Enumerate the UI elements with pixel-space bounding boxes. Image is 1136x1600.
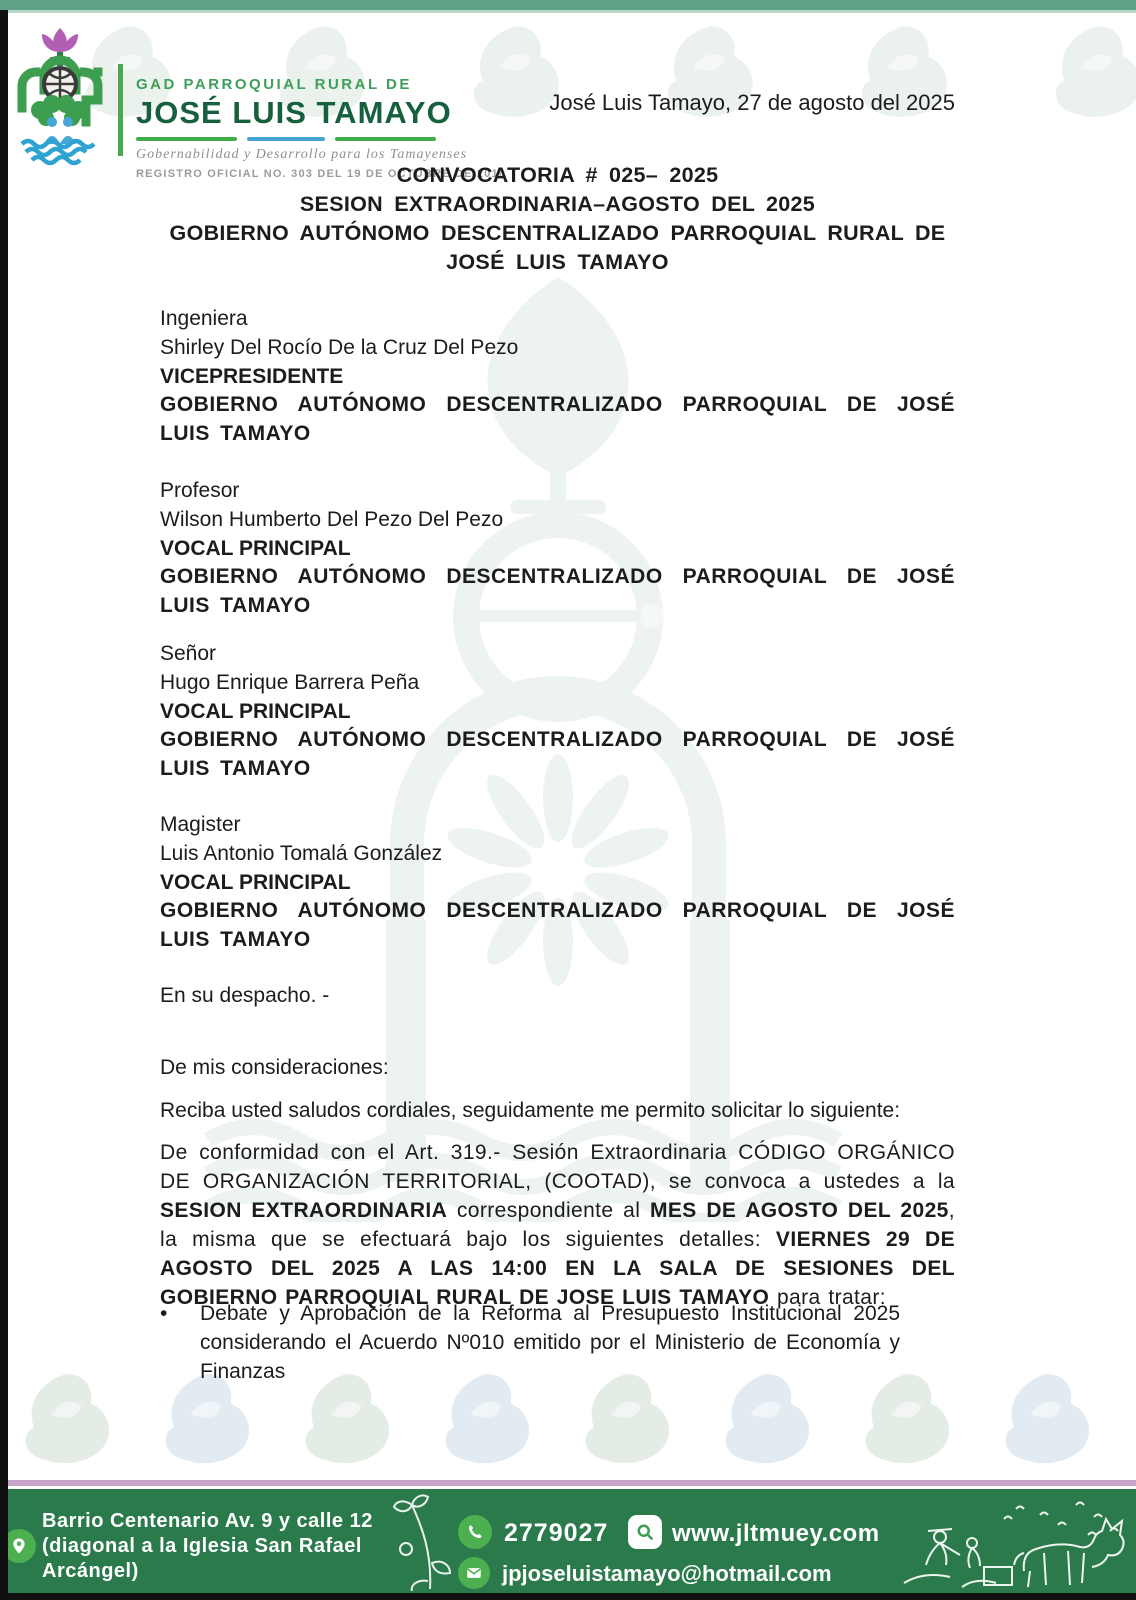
recipient-block bbox=[160, 811, 955, 955]
title-line-1: CONVOCATORIA # 025– 2025 bbox=[396, 163, 719, 187]
paragraph-text: para tratar: bbox=[769, 1285, 886, 1309]
recipient-block bbox=[160, 305, 955, 449]
date-line: José Luis Tamayo, 27 de agosto del 2025 bbox=[549, 90, 955, 115]
donkey-art bbox=[844, 1491, 1134, 1591]
paragraph-text: De conformidad con el Art. 319.- Sesión Extraordinaria bbox=[160, 1141, 739, 1164]
paragraph-text: , la misma que se efectuará bajo los siguientes detalles: bbox=[160, 1198, 955, 1251]
recipient-org: GOBIERNO AUTÓNOMO DESCENTRALIZADO PARROQUIAL DE JOSÉ LUIS TAMAYO bbox=[160, 393, 955, 446]
title-line-3: GOBIERNO AUTÓNOMO DESCENTRALIZADO PARROQUIAL RURAL DE JOSÉ LUIS TAMAYO bbox=[169, 221, 946, 274]
footer-phone: 2779027 bbox=[504, 1519, 609, 1547]
recipient-role: VOCAL PRINCIPAL bbox=[160, 699, 351, 723]
recipient-block bbox=[160, 640, 955, 784]
footer bbox=[0, 1489, 1136, 1593]
recipient-org: GOBIERNO AUTÓNOMO DESCENTRALIZADO PARROQUIAL DE JOSÉ LUIS TAMAYO bbox=[160, 899, 955, 952]
paragraph-text: CÓDIGO ORGÁNICO DE ORGANIZACIÓN TERRITORIAL, (COOTAD) bbox=[160, 1141, 955, 1193]
bullet-icon: • bbox=[160, 1302, 168, 1325]
paragraph-text: , se convoca a ustedes a la bbox=[649, 1169, 955, 1193]
phone-icon bbox=[458, 1515, 492, 1549]
recipient-org: GOBIERNO AUTÓNOMO DESCENTRALIZADO PARROQUIAL DE JOSÉ LUIS TAMAYO bbox=[160, 565, 955, 618]
agenda-item bbox=[160, 1300, 955, 1387]
footer-accent-line bbox=[0, 1480, 1136, 1486]
recipient-title: Señor bbox=[160, 642, 217, 665]
recipient-name: Shirley Del Rocío De la Cruz Del Pezo bbox=[160, 335, 519, 359]
recipient-name: Hugo Enrique Barrera Peña bbox=[160, 670, 420, 694]
org-type-label: GAD PARROQUIAL RURAL DE bbox=[136, 76, 412, 93]
recipient-role: VOCAL PRINCIPAL bbox=[160, 870, 351, 894]
recipient-name: Wilson Humberto Del Pezo Del Pezo bbox=[160, 507, 504, 531]
recipient-block bbox=[160, 477, 955, 621]
convocation-paragraph bbox=[160, 1139, 955, 1312]
despacho-line: En su despacho. - bbox=[160, 984, 330, 1007]
letterhead-divider bbox=[118, 64, 123, 156]
paragraph-text-bold: VIERNES 29 DE AGOSTO DEL 2025 A LAS 14:00 EN LA SALA DE SESIONES DEL GOBIERNO PARROQUIAL RURAL DE JOSE LUIS TAMAYO bbox=[160, 1227, 956, 1309]
recipient-title: Magister bbox=[160, 813, 241, 836]
paragraph-text-bold: MES DE AGOSTO DEL 2025 bbox=[649, 1198, 949, 1222]
org-name: JOSÉ LUIS TAMAYO bbox=[136, 95, 452, 130]
letterhead-rule bbox=[136, 137, 436, 141]
recipient-title: Profesor bbox=[160, 479, 240, 502]
saludo-line: Reciba usted saludos cordiales, seguidamente me permito solicitar lo siguiente: bbox=[160, 1099, 901, 1122]
scan-edge-bottom bbox=[0, 1593, 1136, 1600]
org-tagline: Gobernabilidad y Desarrollo para los Tamayenses bbox=[136, 147, 468, 162]
footer-website: www.jltmuey.com bbox=[672, 1520, 880, 1547]
consideraciones-line: De mis consideraciones: bbox=[160, 1056, 389, 1079]
scan-edge-left bbox=[0, 10, 8, 1600]
search-icon bbox=[628, 1515, 662, 1549]
recipient-role: VOCAL PRINCIPAL bbox=[160, 536, 351, 560]
footer-address: Barrio Centenario Av. 9 y calle 12 (diagonal a la Iglesia San Rafael Arcángel) bbox=[42, 1510, 373, 1582]
recipient-name: Luis Antonio Tomalá González bbox=[160, 841, 443, 865]
paragraph-text-bold: SESION EXTRAORDINARIA bbox=[160, 1198, 448, 1222]
flower-art bbox=[392, 1493, 466, 1591]
email-icon bbox=[458, 1557, 490, 1589]
org-logo bbox=[8, 26, 112, 168]
recipient-title: Ingeniera bbox=[160, 307, 248, 330]
recipient-role: VICEPRESIDENTE bbox=[160, 364, 344, 388]
footer-email: jpjoseluistamayo@hotmail.com bbox=[502, 1561, 832, 1586]
title-line-2: SESION EXTRAORDINARIA–AGOSTO DEL 2025 bbox=[299, 192, 816, 216]
recipient-org: GOBIERNO AUTÓNOMO DESCENTRALIZADO PARROQUIAL DE JOSÉ LUIS TAMAYO bbox=[160, 728, 955, 781]
org-registro: REGISTRO OFICIAL NO. 303 DEL 19 DE OCTUBRE DE 2010 bbox=[136, 168, 507, 180]
paragraph-text: correspondiente al bbox=[447, 1198, 650, 1222]
title-block bbox=[160, 161, 955, 277]
agenda-item-text: Debate y Aprobación de la Reforma al Presupuesto Institucional 2025 considerando el Acuerdo Nº010 emitido por el Ministerio de Economía y Finanzas bbox=[200, 1302, 900, 1383]
top-accent-bar bbox=[0, 0, 1136, 13]
